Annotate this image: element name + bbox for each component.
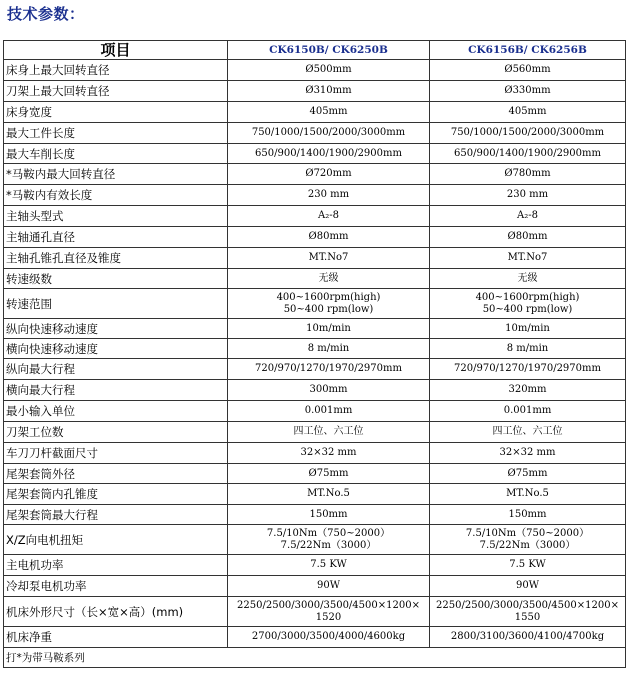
- value-line: 405mm: [309, 106, 348, 117]
- value-line: 四工位、六工位: [492, 426, 563, 437]
- row-value-a: [228, 464, 430, 484]
- value-line: 7.5/22Nm（3000）: [479, 539, 576, 551]
- value-line: 90W: [515, 580, 539, 591]
- row-value-b: [430, 464, 626, 484]
- table-row: [4, 359, 626, 380]
- row-value-a: [228, 227, 430, 248]
- value-line: MT.No7: [308, 252, 349, 263]
- value-line: 7.5 KW: [310, 559, 347, 570]
- row-label: 尾架套筒外径: [4, 464, 228, 484]
- value-line: Ø80mm: [308, 231, 349, 242]
- row-value-b: [430, 525, 626, 555]
- row-value-a: [228, 597, 430, 627]
- spec-table: [3, 40, 626, 668]
- row-value-b: [430, 185, 626, 206]
- row-value-b: [430, 576, 626, 597]
- row-label: 纵向最大行程: [4, 359, 228, 380]
- row-label: 横向最大行程: [4, 380, 228, 401]
- value-line: 400~1600rpm(high): [475, 291, 580, 303]
- value-line: 750/1000/1500/2000/3000mm: [251, 127, 406, 138]
- row-value-b: [430, 60, 626, 81]
- value-line: 400~1600rpm(high): [276, 291, 381, 303]
- row-value-a: [228, 505, 430, 525]
- row-value-a: [228, 289, 430, 319]
- footnote: 打*为带马鞍系列: [4, 648, 626, 668]
- value-line: 四工位、六工位: [293, 426, 364, 437]
- row-value-b: [430, 248, 626, 269]
- row-label: 最大车削长度: [4, 144, 228, 164]
- row-value-b: [430, 144, 626, 164]
- value-line: Ø780mm: [504, 168, 551, 179]
- value-line: MT.No.5: [307, 488, 350, 499]
- value-line: 650/900/1400/1900/2900mm: [255, 147, 402, 159]
- value-line: 300mm: [309, 384, 348, 395]
- table-row: [4, 185, 626, 206]
- value-line: Ø80mm: [507, 231, 548, 242]
- row-value-b: [430, 555, 626, 576]
- row-label: 机床净重: [4, 627, 228, 648]
- value-line: Ø500mm: [305, 64, 352, 75]
- row-label: 最大工件长度: [4, 123, 228, 144]
- table-row: [4, 339, 626, 359]
- value-line: 7.5/10Nm（750~2000）: [465, 527, 590, 539]
- table-row: [4, 525, 626, 555]
- value-line: 无级: [318, 272, 339, 284]
- row-value-a: [228, 144, 430, 164]
- value-line: Ø75mm: [308, 467, 349, 479]
- value-line: A₂-8: [318, 210, 339, 221]
- table-row: [4, 576, 626, 597]
- value-line: 150mm: [508, 508, 547, 520]
- row-value-b: [430, 627, 626, 648]
- row-label: X/Z向电机扭矩: [4, 525, 228, 555]
- table-row: [4, 627, 626, 648]
- value-line: 90W: [316, 580, 340, 591]
- value-line: 230 mm: [506, 189, 549, 200]
- row-value-a: [228, 269, 430, 289]
- row-value-b: [430, 597, 626, 627]
- value-line: 650/900/1400/1900/2900mm: [454, 147, 601, 159]
- table-row: [4, 248, 626, 269]
- row-value-a: [228, 81, 430, 102]
- table-header-row: [4, 41, 626, 60]
- row-label: 尾架套筒最大行程: [4, 505, 228, 525]
- header-item: 项目: [4, 41, 228, 60]
- row-label: 纵向快速移动速度: [4, 319, 228, 339]
- value-line: 405mm: [508, 106, 547, 117]
- row-label: *马鞍内有效长度: [4, 185, 228, 206]
- row-label: 主轴头型式: [4, 206, 228, 227]
- value-line: Ø75mm: [507, 467, 548, 479]
- table-row: [4, 60, 626, 81]
- row-value-b: [430, 443, 626, 464]
- value-line: 8 m/min: [307, 342, 350, 354]
- value-line: 7.5/10Nm（750~2000）: [266, 527, 391, 539]
- row-value-a: [228, 401, 430, 422]
- row-label: 床身宽度: [4, 102, 228, 123]
- value-line: 50~400 rpm(low): [482, 303, 573, 315]
- row-label: 主轴通孔直径: [4, 227, 228, 248]
- row-value-b: [430, 123, 626, 144]
- table-row: [4, 81, 626, 102]
- row-value-b: [430, 102, 626, 123]
- row-label: 机床外形尺寸（长×宽×高）(mm): [4, 597, 228, 627]
- row-value-b: [430, 206, 626, 227]
- row-value-b: [430, 319, 626, 339]
- value-line: 1520: [315, 611, 342, 623]
- row-value-b: [430, 359, 626, 380]
- value-line: 50~400 rpm(low): [283, 303, 374, 315]
- value-line: 10m/min: [306, 322, 351, 334]
- table-row: [4, 505, 626, 525]
- row-value-a: [228, 484, 430, 505]
- value-line: 2800/3100/3600/4100/4700kg: [450, 631, 605, 642]
- row-value-a: [228, 319, 430, 339]
- row-value-b: [430, 227, 626, 248]
- row-label: 最小输入单位: [4, 401, 228, 422]
- value-line: Ø330mm: [504, 85, 551, 96]
- row-value-a: [228, 164, 430, 185]
- value-line: 7.5/22Nm（3000）: [280, 539, 377, 551]
- value-line: Ø560mm: [504, 64, 551, 75]
- value-line: 2250/2500/3000/3500/4500×1200×: [237, 599, 420, 611]
- value-line: 720/970/1270/1970/2970mm: [255, 363, 402, 374]
- table-row: [4, 422, 626, 443]
- table-row: [4, 319, 626, 339]
- value-line: 320mm: [508, 384, 547, 395]
- table-row: [4, 123, 626, 144]
- value-line: A₂-8: [517, 210, 538, 221]
- table-row: [4, 102, 626, 123]
- table-row: [4, 144, 626, 164]
- row-value-a: [228, 339, 430, 359]
- row-value-b: [430, 380, 626, 401]
- row-label: 转速范围: [4, 289, 228, 319]
- value-line: 1550: [514, 611, 541, 623]
- value-line: 7.5 KW: [509, 559, 546, 570]
- value-line: 2250/2500/3000/3500/4500×1200×: [436, 599, 619, 611]
- row-value-b: [430, 505, 626, 525]
- page-title: 技术参数：: [7, 5, 85, 23]
- table-row: [4, 443, 626, 464]
- value-line: MT.No7: [507, 252, 548, 263]
- row-value-b: [430, 401, 626, 422]
- table-row: [4, 464, 626, 484]
- table-row: [4, 289, 626, 319]
- row-label: 刀架上最大回转直径: [4, 81, 228, 102]
- footnote-row: [4, 648, 626, 668]
- value-line: 32×32 mm: [300, 447, 357, 458]
- value-line: 10m/min: [505, 322, 550, 334]
- row-value-a: [228, 443, 430, 464]
- row-value-a: [228, 627, 430, 648]
- value-line: 8 m/min: [506, 342, 549, 354]
- row-value-b: [430, 164, 626, 185]
- row-label: 主轴孔锥孔直径及锥度: [4, 248, 228, 269]
- table-row: [4, 597, 626, 627]
- row-value-a: [228, 525, 430, 555]
- value-line: MT.No.5: [506, 488, 549, 499]
- row-value-a: [228, 185, 430, 206]
- row-label: 横向快速移动速度: [4, 339, 228, 359]
- value-line: 2700/3000/3500/4000/4600kg: [251, 631, 406, 642]
- value-line: 150mm: [309, 508, 348, 520]
- table-row: [4, 484, 626, 505]
- value-line: 32×32 mm: [499, 447, 556, 458]
- row-value-a: [228, 576, 430, 597]
- value-line: 230 mm: [307, 189, 350, 200]
- row-label: 冷却泵电机功率: [4, 576, 228, 597]
- row-value-a: [228, 555, 430, 576]
- value-line: Ø310mm: [305, 85, 352, 96]
- row-label: 刀架工位数: [4, 422, 228, 443]
- table-row: [4, 401, 626, 422]
- row-value-b: [430, 269, 626, 289]
- row-value-a: [228, 380, 430, 401]
- row-value-a: [228, 359, 430, 380]
- table-row: [4, 164, 626, 185]
- value-line: 750/1000/1500/2000/3000mm: [450, 127, 605, 138]
- row-label: 转速级数: [4, 269, 228, 289]
- row-value-b: [430, 422, 626, 443]
- row-value-a: [228, 422, 430, 443]
- header-model-b: CK6156B/ CK6256B: [430, 41, 626, 60]
- row-value-b: [430, 484, 626, 505]
- table-row: [4, 227, 626, 248]
- row-value-a: [228, 123, 430, 144]
- table-row: [4, 269, 626, 289]
- row-value-b: [430, 339, 626, 359]
- row-label: *马鞍内最大回转直径: [4, 164, 228, 185]
- row-value-a: [228, 102, 430, 123]
- row-label: 车刀刀杆截面尺寸: [4, 443, 228, 464]
- row-label: 床身上最大回转直径: [4, 60, 228, 81]
- row-value-a: [228, 206, 430, 227]
- table-row: [4, 206, 626, 227]
- value-line: 0.001mm: [503, 405, 552, 416]
- value-line: Ø720mm: [305, 168, 352, 179]
- table-row: [4, 380, 626, 401]
- header-model-a: CK6150B/ CK6250B: [228, 41, 430, 60]
- row-value-b: [430, 81, 626, 102]
- value-line: 720/970/1270/1970/2970mm: [454, 363, 601, 374]
- row-label: 尾架套筒内孔锥度: [4, 484, 228, 505]
- row-value-b: [430, 289, 626, 319]
- row-value-a: [228, 248, 430, 269]
- value-line: 0.001mm: [304, 405, 353, 416]
- table-row: [4, 555, 626, 576]
- row-label: 主电机功率: [4, 555, 228, 576]
- row-value-a: [228, 60, 430, 81]
- value-line: 无级: [517, 272, 538, 284]
